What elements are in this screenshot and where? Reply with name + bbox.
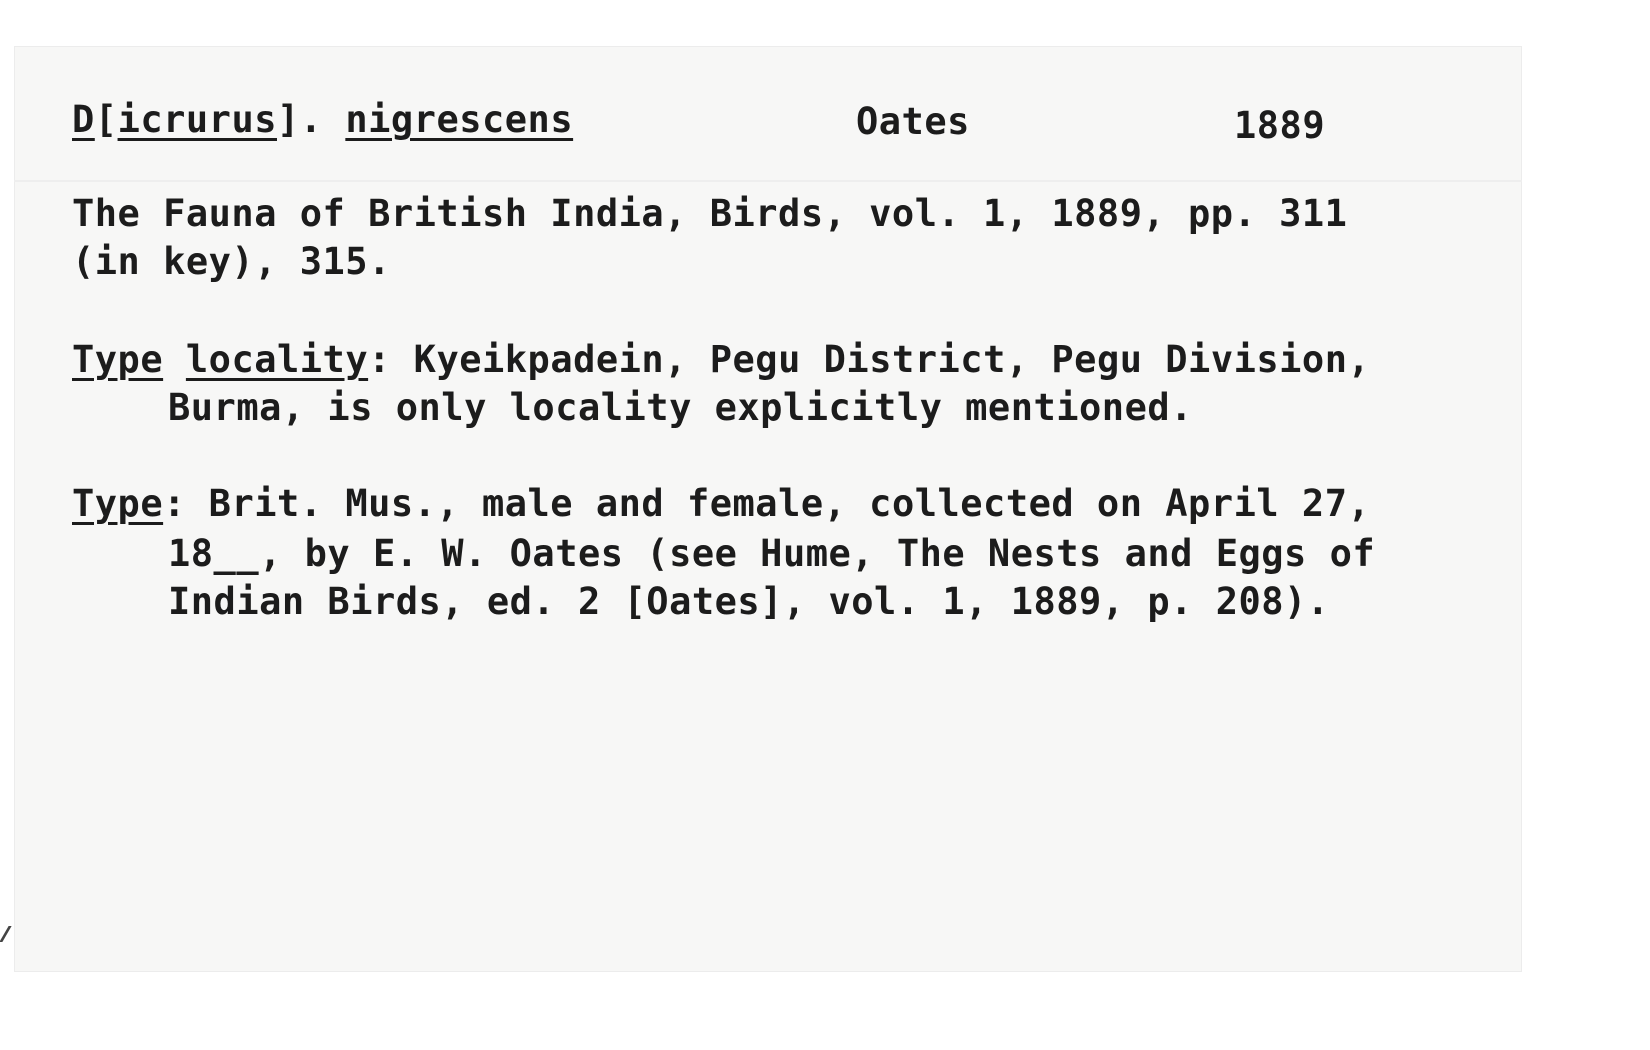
type-line-1 <box>72 482 1370 525</box>
type-locality-label-b: locality <box>185 338 369 381</box>
citation-line-2: (in key), 315. <box>72 240 391 283</box>
type-locality-line-2: Burma, is only locality explicitly mentioned. <box>168 386 1193 429</box>
type-line-3: Indian Birds, ed. 2 [Oates], vol. 1, 1889, p. 208). <box>168 580 1330 623</box>
author-name: Oates <box>856 100 970 143</box>
type-locality-line-1 <box>72 338 1370 381</box>
type-colon: : <box>163 482 186 525</box>
genus-bracket-close: ]. <box>277 98 323 141</box>
genus-bracket-open: [ <box>94 98 118 141</box>
type-locality-colon: : <box>368 338 391 381</box>
type-locality-text-1: Kyeikpadein, Pegu District, Pegu Division, <box>413 338 1371 381</box>
type-label: Type <box>72 482 164 525</box>
type-locality-label-a: Type <box>72 338 164 381</box>
year: 1889 <box>1234 104 1326 147</box>
card-header-rule <box>14 180 1522 182</box>
genus-initial: D <box>72 98 95 141</box>
type-line-2: 18__, by E. W. Oates (see Hume, The Nests and Eggs of <box>168 532 1376 575</box>
species-name: nigrescens <box>345 98 574 141</box>
citation-line-1: The Fauna of British India, Birds, vol. 1, 1889, pp. 311 <box>72 192 1348 235</box>
taxon-name <box>72 98 573 141</box>
type-text-1: Brit. Mus., male and female, collected on April 27, <box>208 482 1371 525</box>
card-corner-mark <box>0 926 26 942</box>
genus-rest: icrurus <box>117 98 277 141</box>
